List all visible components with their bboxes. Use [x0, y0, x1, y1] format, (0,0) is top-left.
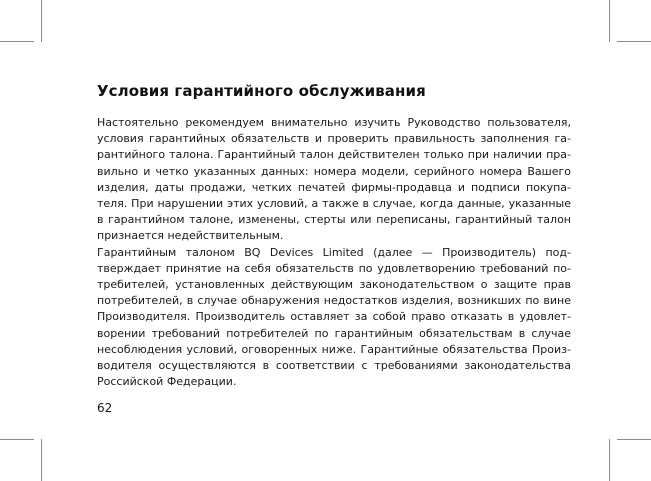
crop-mark-top-right-vertical: [609, 0, 610, 42]
crop-mark-bottom-right-vertical: [609, 439, 610, 481]
crop-mark-bottom-right-horizontal: [617, 439, 651, 440]
text-line: требителей, установленных действующим законодательством о защите прав: [97, 278, 571, 292]
text-line: вильно и четко указанных данных: номера модели, серийного номера Вашего: [97, 164, 571, 178]
text-line: теля. При нарушении этих условий, а также в случае, когда данные, указанные: [97, 197, 571, 211]
crop-mark-top-left-horizontal: [0, 41, 34, 42]
page-number: 62: [97, 401, 113, 415]
page-content: [97, 82, 571, 390]
text-line: признается недействительным.: [97, 229, 284, 243]
crop-mark-bottom-left-horizontal: [0, 439, 34, 440]
text-line: Настоятельно рекомендуем внимательно изучить Руководство пользователя,: [97, 116, 571, 129]
text-line: в гарантийном талоне, изменены, стерты или переписаны, гарантийный талон: [97, 213, 571, 227]
crop-mark-top-right-horizontal: [617, 41, 651, 42]
warranty-paragraph-2: [97, 245, 571, 391]
text-line: изделия, даты продажи, четких печатей фирмы-продавца и подписи покупа-: [97, 180, 571, 194]
page-title: Условия гарантийного обслуживания: [97, 82, 426, 100]
text-line: водителя осуществляются в соответствии с требованиями законодательства: [97, 359, 571, 373]
text-line: Гарантийным талоном BQ Devices Limited (далее — Производитель) под-: [97, 245, 571, 259]
warranty-paragraph-1: [97, 115, 571, 245]
text-line: Производителя. Производитель оставляет за собой право отказать в удовлет-: [97, 310, 571, 324]
crop-mark-top-left-vertical: [41, 0, 42, 42]
text-line: ворении требований потребителей по гарантийным обязательствам в случае: [97, 326, 571, 340]
text-line: потребителей, в случае обнаружения недостатков изделия, возникших по вине: [97, 294, 571, 308]
text-line: условия гарантийных обязательств и проверить правильность заполнения га-: [97, 132, 571, 146]
text-line: рантийного талона. Гарантийный талон действителен только при наличии пра-: [97, 148, 571, 162]
text-line: несоблюдения условий, оговоренных ниже. Гарантийные обязательства Произ-: [97, 342, 571, 356]
text-line: тверждает принятие на себя обязательств по удовлетворению требований по-: [97, 261, 571, 275]
text-line: Российской Федерации.: [97, 375, 237, 389]
crop-mark-bottom-left-vertical: [41, 439, 42, 481]
